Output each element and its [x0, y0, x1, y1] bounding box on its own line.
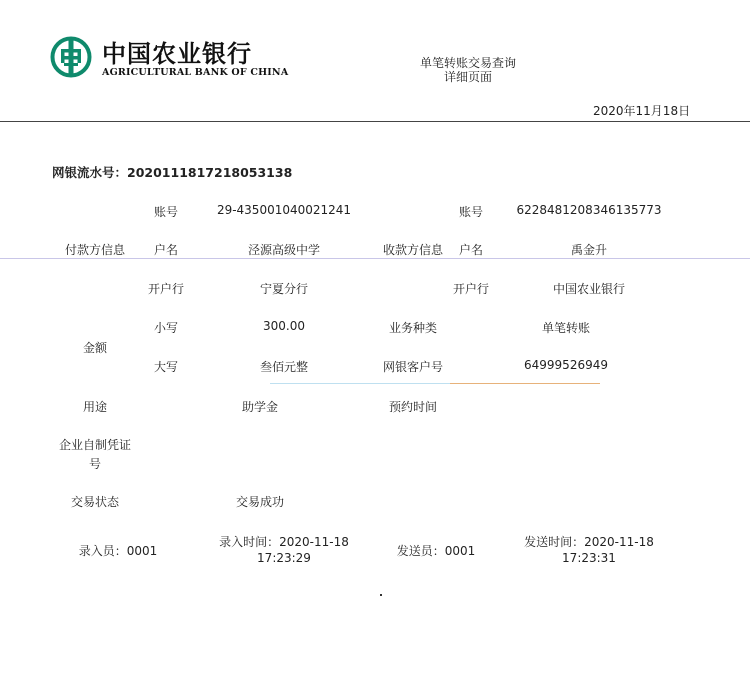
- serial-value: 2020111817218053138: [127, 165, 293, 180]
- payee-bank-value: 中国农业银行: [552, 282, 626, 296]
- amount-big-label: 大写: [153, 360, 179, 374]
- scan-artifact-line: [270, 383, 450, 384]
- payer-bank-label: 开户行: [147, 282, 185, 296]
- header-divider: [0, 121, 750, 122]
- business-type-value: 单笔转账: [541, 321, 591, 335]
- serial-number: [52, 163, 292, 181]
- voucher-label-cont: 号: [88, 457, 102, 471]
- bank-name-en: AGRICULTURAL BANK OF CHINA: [102, 67, 289, 78]
- payer-name-value: 泾源高级中学: [247, 243, 321, 257]
- scan-artifact-line: [450, 383, 600, 384]
- payer-account-value: 29-435001040021241: [216, 203, 352, 217]
- report-date: 2020年11月18日: [593, 104, 691, 118]
- amount-small-value: 300.00: [263, 319, 305, 333]
- payee-section-label: 收款方信息: [382, 243, 444, 257]
- send-time: 发送时间：2020-11-18: [524, 535, 654, 549]
- customer-number-value: 64999526949: [524, 358, 608, 372]
- payer-name-label: 户名: [153, 243, 179, 257]
- serial-label: 网银流水号：: [52, 165, 128, 180]
- business-type-label: 业务种类: [388, 321, 438, 335]
- entry-time-clock: 17:23:29: [257, 551, 311, 565]
- payer-section-label: 付款方信息: [64, 243, 126, 257]
- payee-name-label: 户名: [458, 243, 484, 257]
- scheduled-time-label: 预约时间: [388, 400, 438, 414]
- voucher-label: 企业自制凭证: [58, 438, 132, 452]
- amount-big-value: 叁佰元整: [259, 360, 309, 374]
- payee-account-value: 6228481208346135773: [516, 203, 662, 217]
- usage-value: 助学金: [241, 400, 279, 414]
- entry-clerk: 录入员：0001: [78, 544, 158, 558]
- status-value: 交易成功: [235, 495, 285, 509]
- payer-bank-value: 宁夏分行: [259, 282, 309, 296]
- customer-number-label: 网银客户号: [382, 360, 444, 374]
- scan-artifact-line: [0, 258, 750, 259]
- status-label: 交易状态: [70, 495, 120, 509]
- payee-account-label: 账号: [458, 205, 484, 219]
- amount-label: 金额: [82, 341, 108, 355]
- entry-time: 录入时间：2020-11-18: [219, 535, 349, 549]
- bank-name-cn: 中国农业银行: [102, 40, 252, 68]
- send-time-clock: 17:23:31: [562, 551, 616, 565]
- document-subtitle: 详细页面: [443, 70, 493, 84]
- abc-bank-logo-icon: [50, 36, 92, 78]
- scan-speck: [380, 594, 382, 596]
- payer-account-label: 账号: [153, 205, 179, 219]
- sender: 发送员：0001: [396, 544, 476, 558]
- payee-name-value: 禹金升: [570, 243, 608, 257]
- payee-bank-label: 开户行: [452, 282, 490, 296]
- usage-label: 用途: [82, 400, 108, 414]
- amount-small-label: 小写: [153, 321, 179, 335]
- bank-logo: [50, 36, 289, 82]
- document-title: 单笔转账交易查询: [419, 56, 517, 70]
